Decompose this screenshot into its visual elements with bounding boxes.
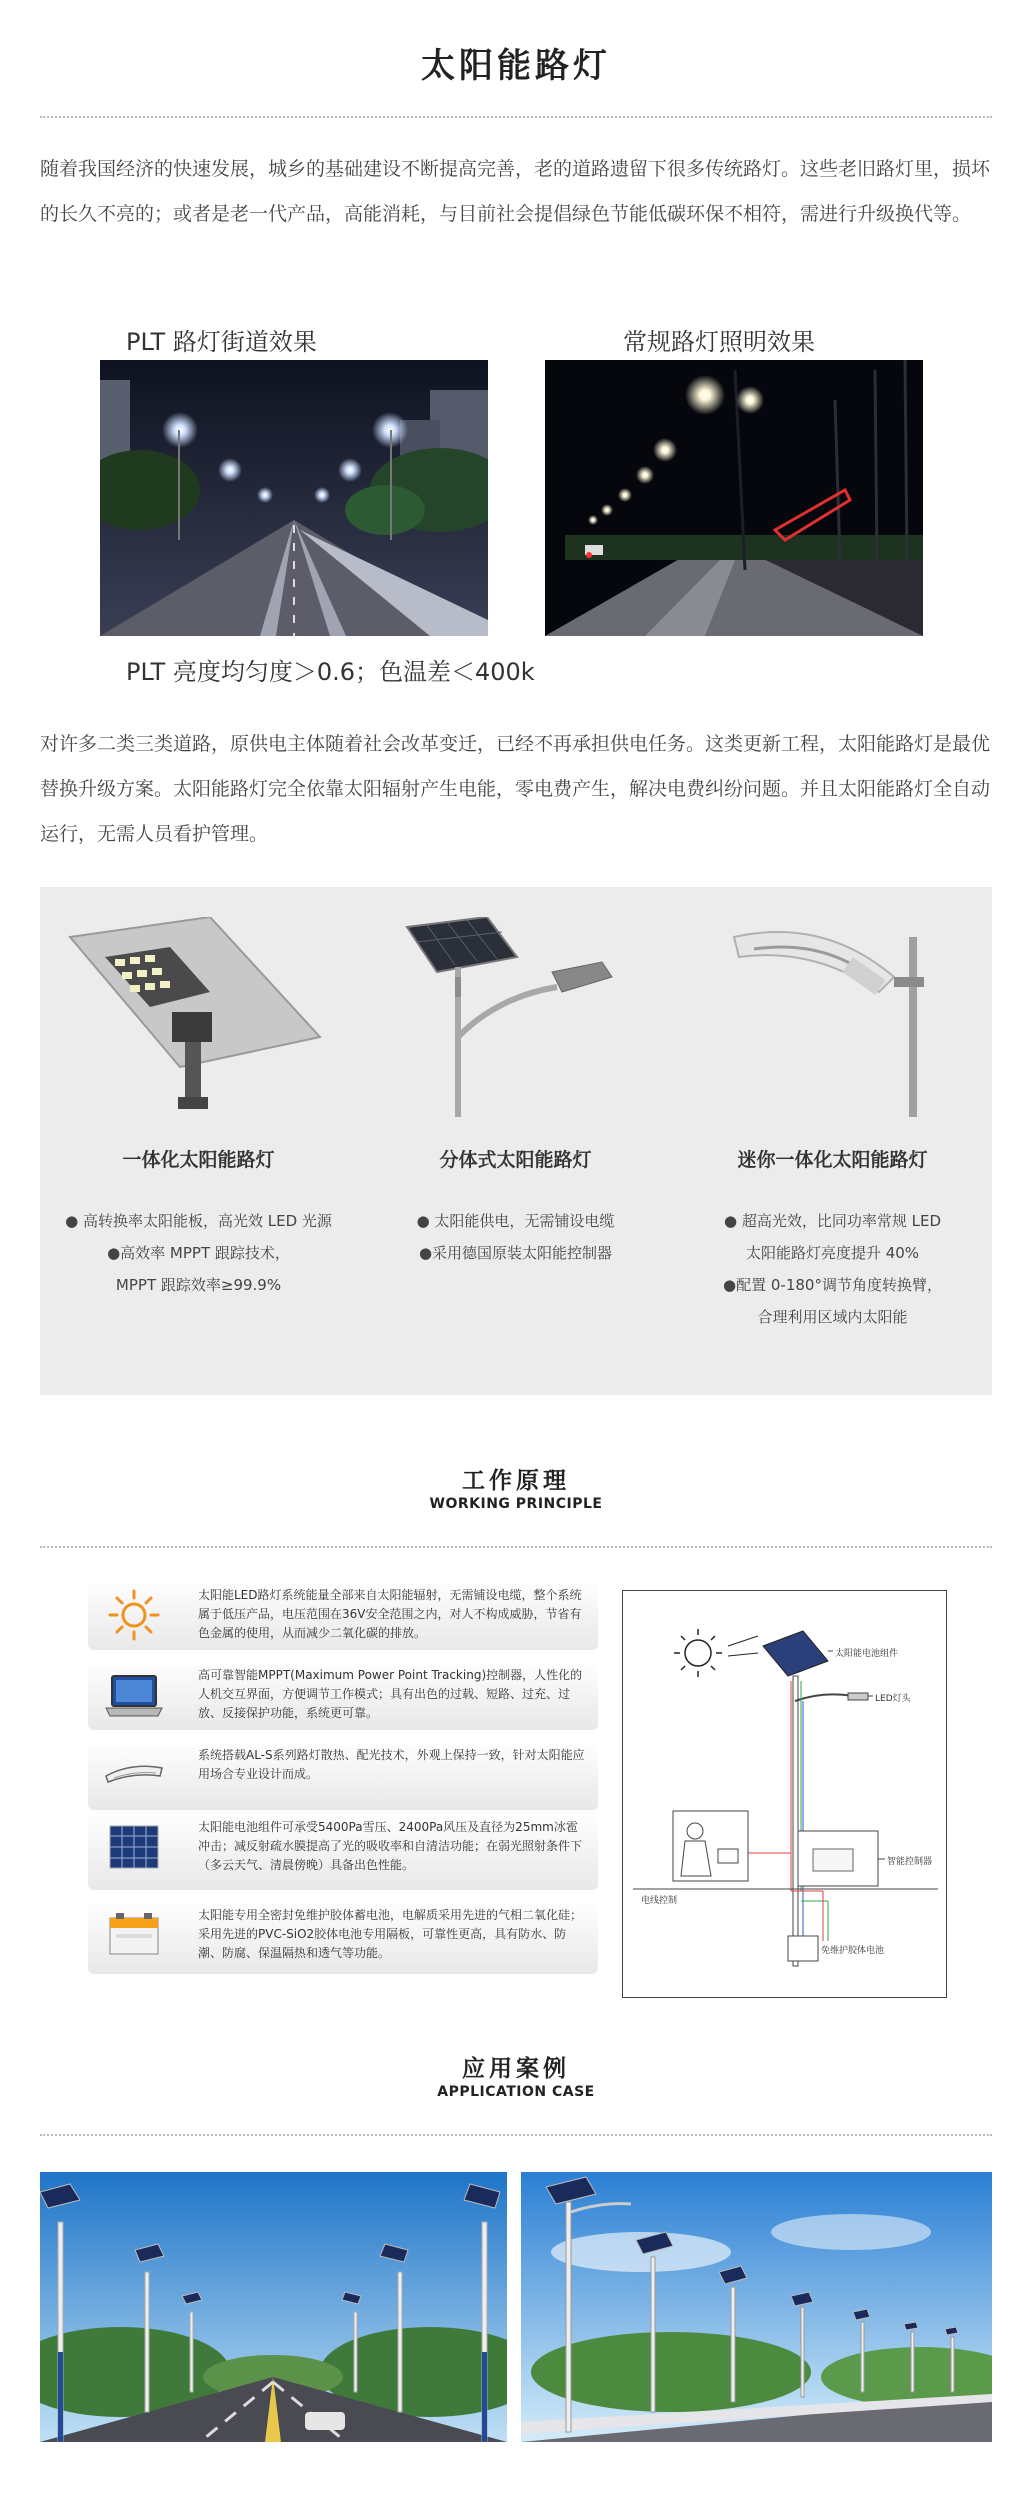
integrated-lamp-image <box>60 917 337 1117</box>
working-principle-title: 工作原理 <box>462 1468 570 1494</box>
plt-street-caption: PLT 路灯街道效果 <box>126 328 317 356</box>
plt-uniformity-note: PLT 亮度均匀度＞0.6；色温差＜400k <box>126 658 535 686</box>
products-panel <box>40 887 992 1395</box>
product-feature: ● 超高光效，比同功率常规 LED <box>723 1212 941 1230</box>
application-photo-1 <box>40 2172 507 2442</box>
product-mini <box>674 887 991 1395</box>
product-feature: ● 太阳能供电，无需铺设电缆 <box>416 1212 615 1230</box>
divider <box>40 1546 992 1548</box>
principle-item <box>88 1740 598 1810</box>
product-title: 一体化太阳能路灯 <box>122 1149 275 1171</box>
product-feature: ●配置 0-180°调节角度转换臂， <box>723 1276 942 1294</box>
diagram-label-panel: 太阳能电池组件 <box>835 1649 899 1659</box>
battery-icon <box>102 1908 166 1962</box>
product-integrated <box>40 887 357 1395</box>
working-principle-subtitle: WORKING PRINCIPLE <box>429 1496 603 1512</box>
product-feature: ●高效率 MPPT 跟踪技术， <box>107 1244 290 1262</box>
product-split <box>357 887 674 1395</box>
replacement-paragraph: 对许多二类三类道路，原供电主体随着社会改革变迁，已经不再承担供电任务。这类更新工程，太阳能路灯是最优替换升级方案。太阳能路灯完全依靠太阳辐射产生电能，零电费产生，解决电费纠纷问题。并且太阳能路灯全自动运行，无需人员看护管理。 <box>40 733 991 845</box>
conventional-street-photo <box>545 360 923 636</box>
principle-text: 系统搭载AL-S系列路灯散热、配光技术，外观上保持一致，针对太阳能应用场合专业设计而成。 <box>198 1748 585 1781</box>
intro-paragraph: 随着我国经济的快速发展，城乡的基础建设不断提高完善，老的道路遗留下很多传统路灯。这些老旧路灯里，损坏的长久不亮的；或者是老一代产品，高能消耗，与目前社会提倡绿色节能低碳环保不相符，需进行升级换代等。 <box>40 158 991 225</box>
product-features <box>674 1205 991 1333</box>
principle-text: 太阳能电池组件可承受5400Pa雪压、2400Pa风压及直径为25mm冰雹冲击；减反射疏水膜提高了光的吸收率和自清洁功能；在弱光照射条件下（多云天气、清晨傍晚）具备出色性能。 <box>198 1820 583 1872</box>
solar-panel-icon <box>102 1820 166 1874</box>
plt-street-photo <box>100 360 488 636</box>
diagram-label-wire: 电线控制 <box>641 1896 678 1906</box>
split-lamp-image <box>377 917 654 1117</box>
principle-text: 高可靠智能MPPT(Maximum Power Point Tracking)控制器，人性化的人机交互界面，方便调节工作模式；具有出色的过载、短路、过充、过放、反接保护功能，系统更可靠。 <box>198 1668 583 1720</box>
product-feature: ●采用德国原装太阳能控制器 <box>418 1244 613 1262</box>
principle-item <box>88 1660 598 1730</box>
product-feature: MPPT 跟踪效率≥99.9% <box>115 1276 282 1294</box>
lamp-head-icon <box>102 1748 166 1802</box>
sun-icon <box>102 1588 166 1642</box>
system-diagram <box>622 1590 947 1998</box>
mini-lamp-image <box>694 917 971 1117</box>
product-feature: 太阳能路灯亮度提升 40% <box>745 1244 920 1262</box>
principle-item <box>88 1812 598 1890</box>
divider <box>40 2134 992 2136</box>
diagram-label-battery: 免维护胶体电池 <box>821 1946 885 1956</box>
divider <box>40 116 992 118</box>
product-title: 分体式太阳能路灯 <box>439 1149 592 1171</box>
principle-item <box>88 1900 598 1974</box>
product-features <box>357 1205 674 1269</box>
page-title: 太阳能路灯 <box>421 46 611 86</box>
application-photo-2 <box>521 2172 992 2442</box>
product-title: 迷你一体化太阳能路灯 <box>737 1149 928 1171</box>
laptop-icon <box>102 1668 166 1722</box>
application-case-subtitle: APPLICATION CASE <box>437 2084 595 2100</box>
application-case-title: 应用案例 <box>462 2056 570 2082</box>
diagram-label-controller: 智能控制器 <box>887 1857 933 1867</box>
principle-item <box>88 1580 598 1650</box>
product-features <box>40 1205 357 1301</box>
conventional-lighting-caption: 常规路灯照明效果 <box>623 328 815 356</box>
principle-text: 太阳能LED路灯系统能量全部来自太阳能辐射，无需铺设电缆，整个系统属于低压产品，电压范围在36V安全范围之内，对人不构成威胁，节省有色金属的使用，从而减少二氧化碳的排放。 <box>198 1588 582 1640</box>
product-feature: 合理利用区域内太阳能 <box>757 1308 908 1326</box>
diagram-label-led: LED灯头 <box>875 1694 911 1704</box>
principle-text: 太阳能专用全密封免维护胶体蓄电池，电解质采用先进的气相二氧化硅；采用先进的PVC-SiO2胶体电池专用隔板，可靠性更高，具有防水、防潮、防腐、保温隔热和透气等功能。 <box>198 1908 583 1960</box>
product-feature: ● 高转换率太阳能板，高光效 LED 光源 <box>65 1212 332 1230</box>
